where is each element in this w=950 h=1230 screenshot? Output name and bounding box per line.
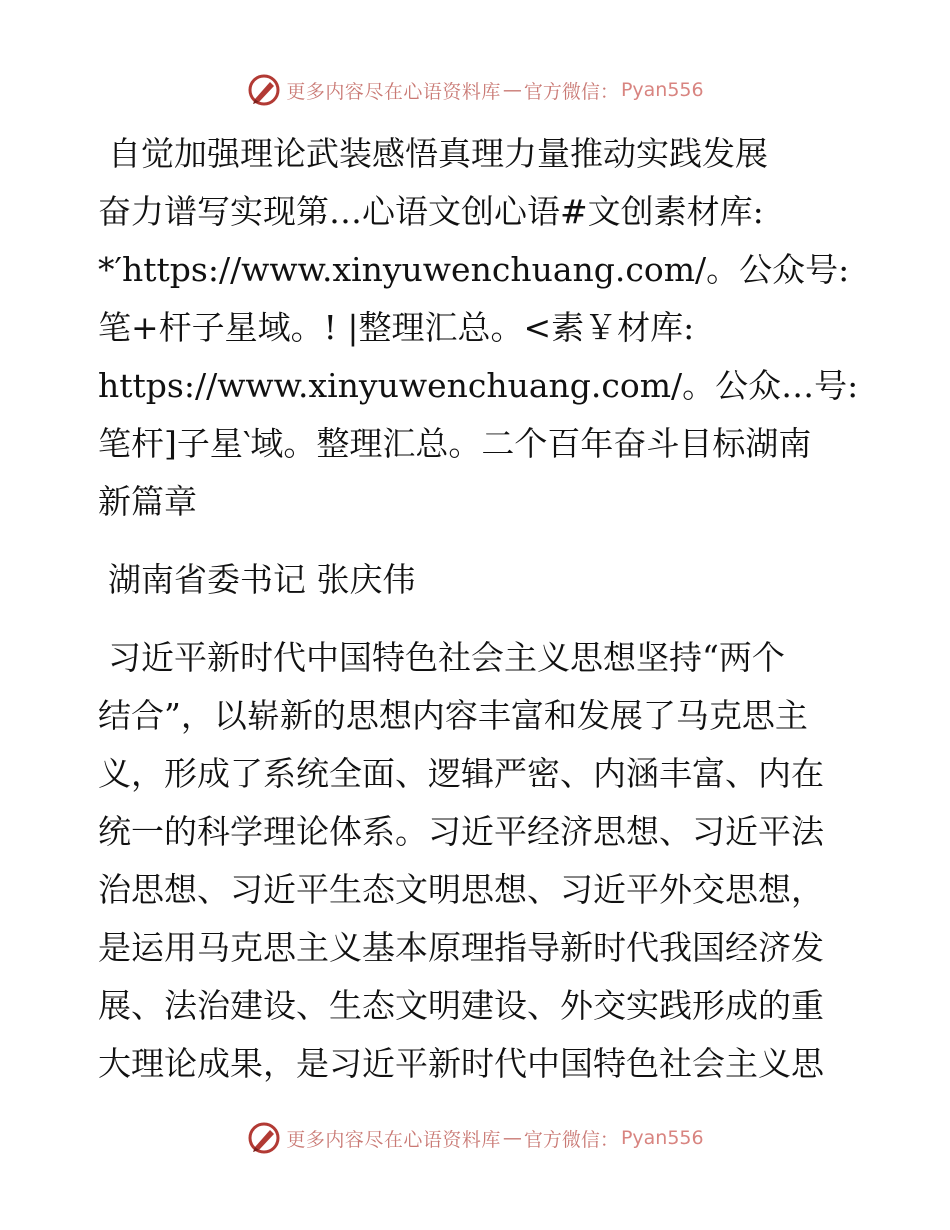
banner-separator: — — [502, 1127, 522, 1149]
title-line: 笔杆]子星‵域。整理汇总。二个百年奋斗目标湖南 — [98, 424, 812, 463]
title-block — [98, 125, 858, 531]
paragraph-line: 习近平新时代中国特色社会主义思想坚持“两个 — [108, 638, 785, 677]
footer-banner — [0, 1118, 950, 1158]
banner-wechat-id: Pyan556 — [620, 79, 704, 101]
author-line: 湖南省委书记 张庆伟 — [108, 560, 416, 599]
banner-wechat-label: 官方微信： — [523, 80, 619, 103]
paragraph-line: 是运用马克思主义基本原理指导新时代我国经济发 — [98, 928, 824, 967]
paragraph-line: 大理论成果，是习近平新时代中国特色社会主义思 — [98, 1044, 824, 1083]
paragraph-line: 统一的科学理论体系。习近平经济思想、习近平法 — [98, 812, 824, 851]
title-line: 奋力谱写实现第…心语文创心语#文创素材库: — [98, 192, 764, 231]
title-line: 自觉加强理论武装感悟真理力量推动实践发展 — [108, 134, 768, 173]
banner-text: 更多内容尽在心语资料库 — [286, 80, 501, 103]
paragraph-line: 治思想、习近平生态文明思想、习近平外交思想， — [98, 870, 824, 909]
spacer — [98, 531, 858, 551]
banner-wechat-id: Pyan556 — [620, 1127, 704, 1149]
title-line: 笔+杆子星域。! |整理汇总。<素￥材库: — [98, 308, 695, 347]
title-line: https://www.xinyuwenchuang.com/。公众…号: — [98, 366, 859, 405]
body-paragraph — [98, 629, 858, 1093]
banner-separator: — — [502, 79, 522, 101]
document-body — [98, 125, 858, 1093]
paragraph-line: 义，形成了系统全面、逻辑严密、内涵丰富、内在 — [98, 754, 824, 793]
banner-text: 更多内容尽在心语资料库 — [286, 1128, 501, 1151]
pen-logo-icon — [246, 1120, 282, 1156]
paragraph-line: 结合”，以崭新的思想内容丰富和发展了马克思主 — [98, 696, 808, 735]
banner-wechat-label: 官方微信： — [523, 1128, 619, 1151]
paragraph-line: 展、法治建设、生态文明建设、外交实践形成的重 — [98, 986, 824, 1025]
title-line: *′https://www.xinyuwenchuang.com/。公众号: — [98, 250, 850, 289]
pen-logo-icon — [246, 72, 282, 108]
title-line: 新篇章 — [98, 482, 197, 521]
spacer — [98, 609, 858, 629]
header-banner — [0, 70, 950, 110]
